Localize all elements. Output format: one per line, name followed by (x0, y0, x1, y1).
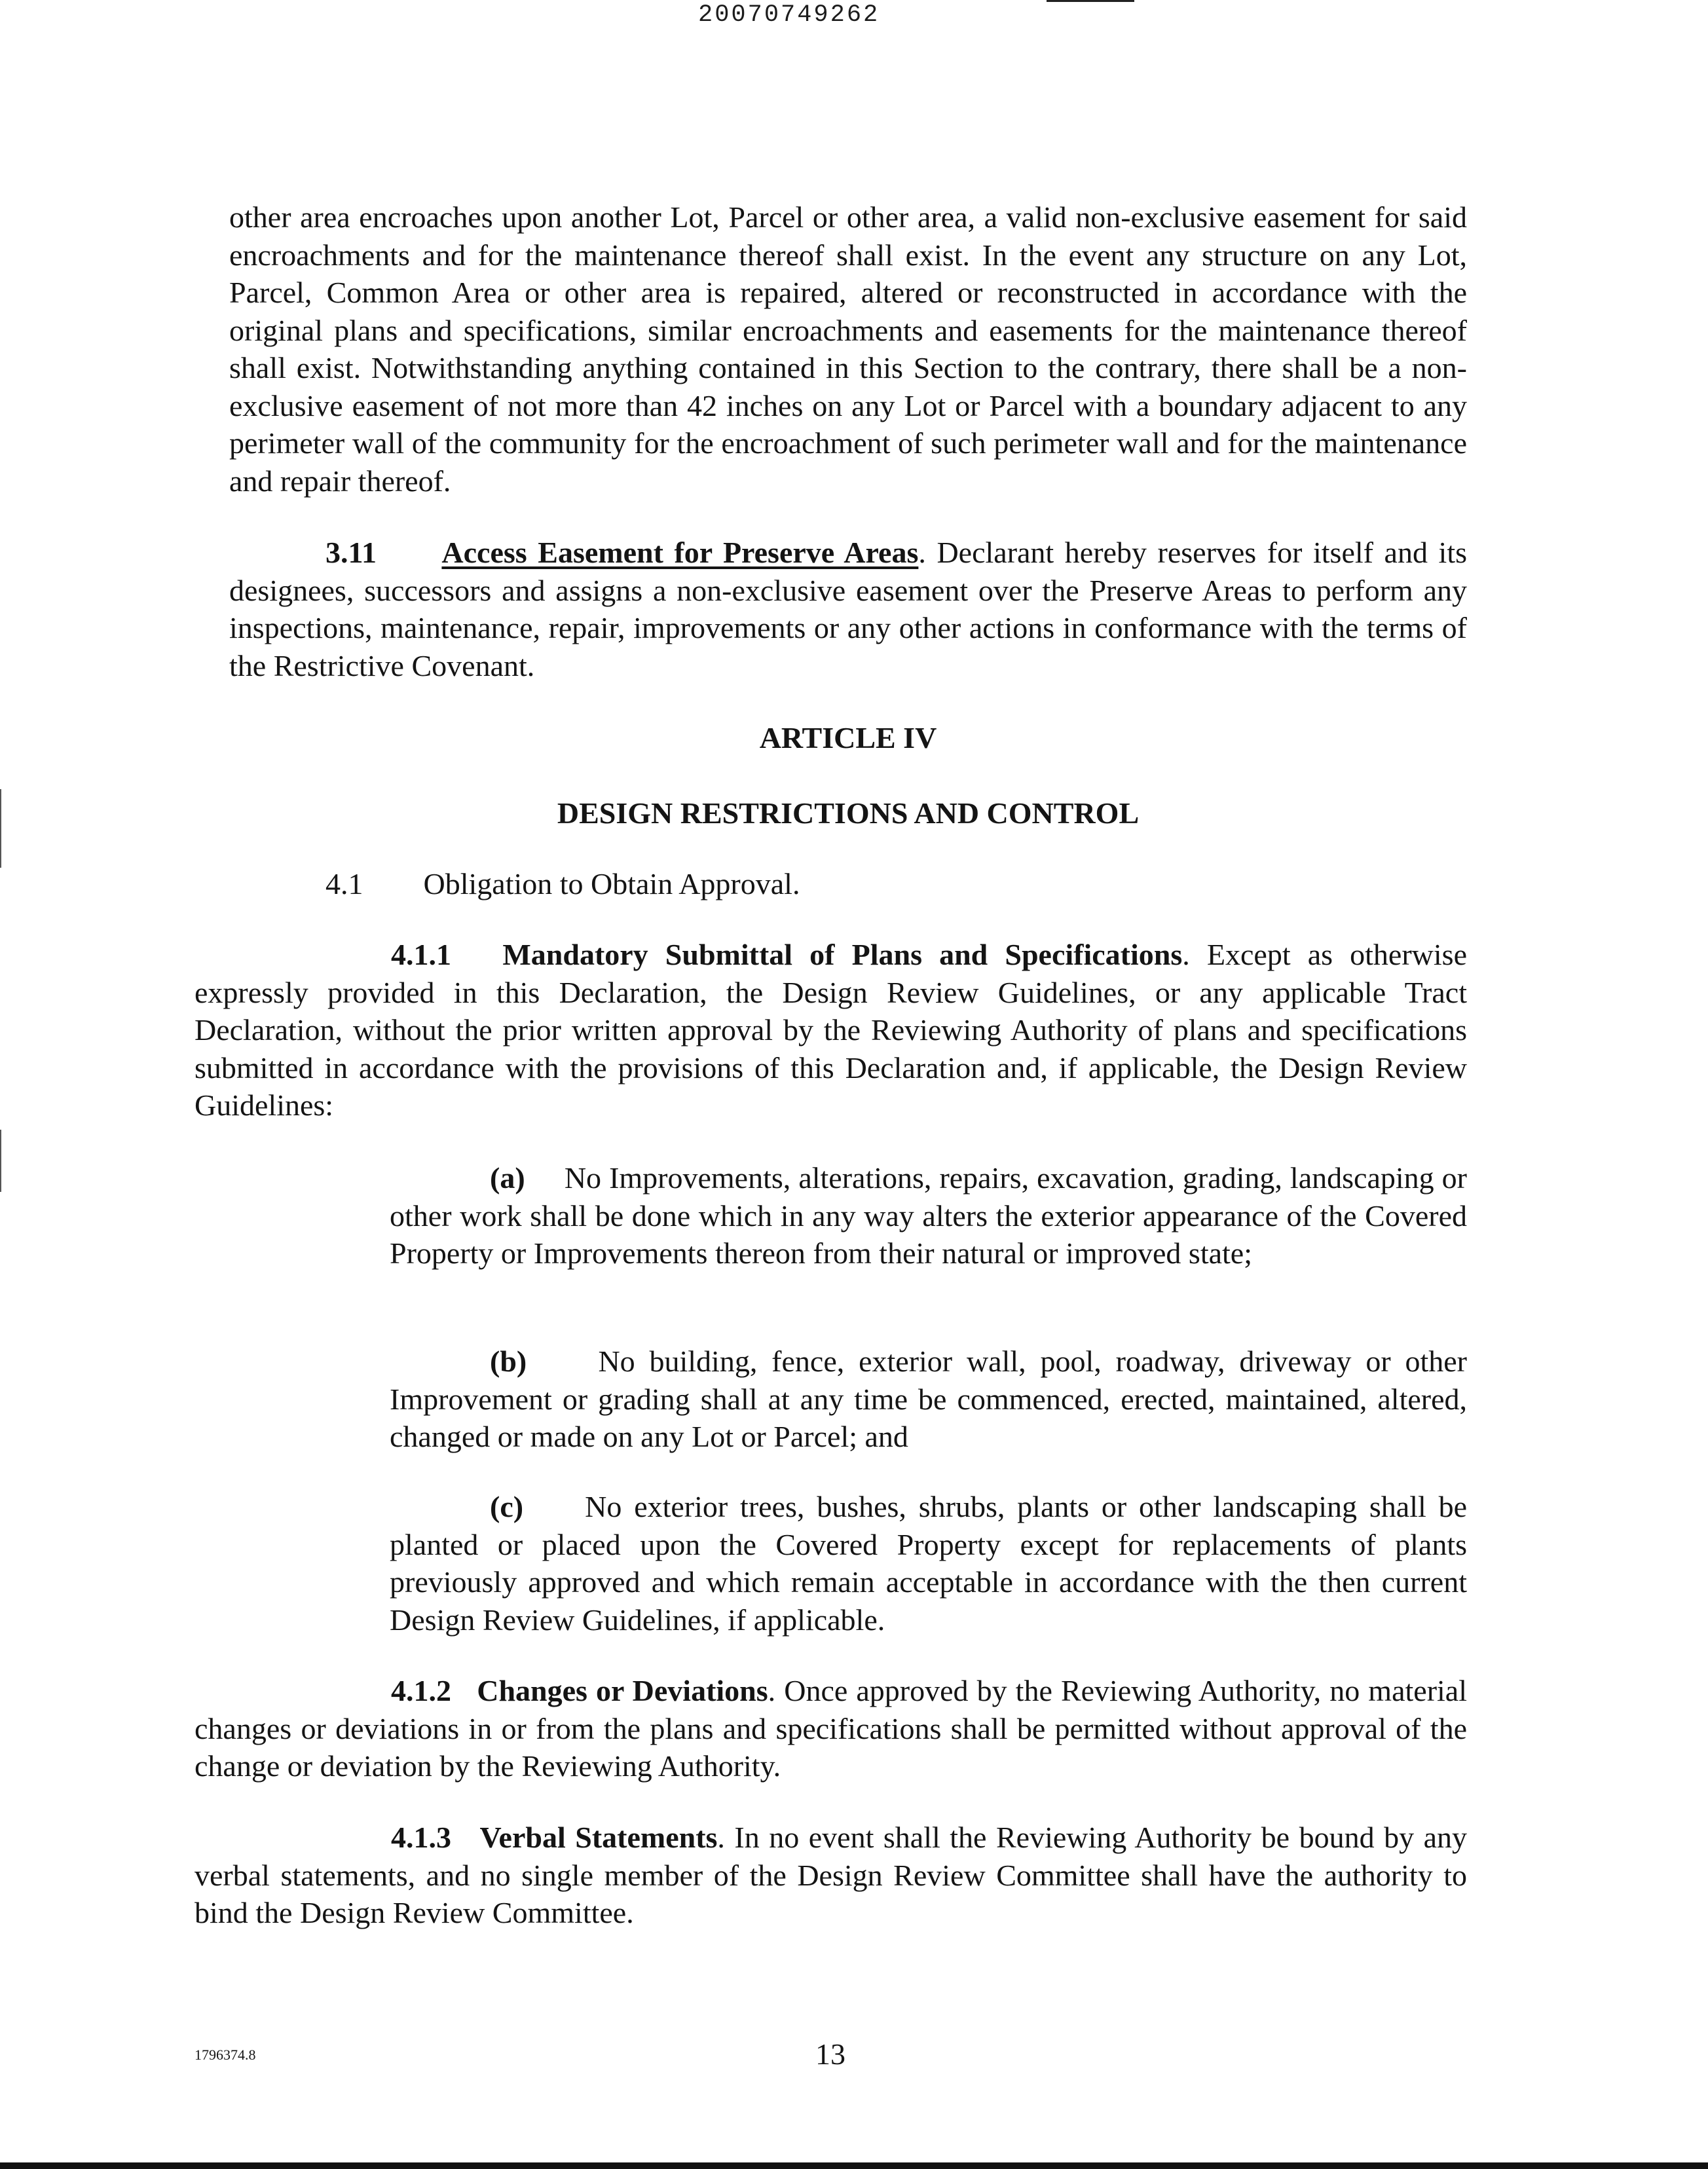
scan-margin-mark (0, 1130, 1, 1192)
item-gap (523, 1490, 585, 1523)
page-number: 13 (815, 2037, 845, 2071)
section-4-1-1-paragraph (195, 936, 1467, 1124)
section-4-1-heading (325, 865, 800, 902)
section-4-1-2-paragraph (195, 1672, 1467, 1785)
document-number: 20070749262 (698, 1, 880, 29)
item-text: No Improvements, alterations, repairs, excavation, grading, landscaping or other work shall be done which in any way alters the exterior appearance of the Covered Property or Improvements thereon from their natural or improved state; (390, 1161, 1468, 1270)
item-label: (a) (490, 1161, 525, 1195)
scan-margin-mark (0, 789, 1, 868)
item-a-paragraph (390, 1159, 1467, 1272)
section-number: 4.1 (325, 867, 363, 900)
section-text: . In no event shall the Reviewing Authority be bound by any verbal statements, and no single member of the Design Review Committee shall have the authority to bind the Design Review Committee. (195, 1821, 1468, 1929)
continuation-paragraph: other area encroaches upon another Lot, Parcel or other area, a valid non-exclusive easement for said encroachments and for the maintenance thereof shall exist. In the event any structure on any Lot, Parcel, Common Area or other area is repaired, altered or reconstructed in accordance with the original plans and specifications, similar encroachments and easements for the maintenance thereof shall exist. Notwithstanding anything contained in this Section to the contrary, there shall be a non-exclusive easement of not more than 42 inches on any Lot or Parcel with a boundary adjacent to any perimeter wall of the community for the encroachment of such perimeter wall and for the maintenance and repair thereof. (229, 200, 1467, 498)
item-text: No building, fence, exterior wall, pool, roadway, driveway or other Improvement or grading shall at any time be commenced, erected, maintained, altered, changed or made on any Lot or Parcel; and (390, 1344, 1468, 1453)
section-title: Access Easement for Preserve Areas (441, 536, 919, 569)
article-title: DESIGN RESTRICTIONS AND CONTROL (557, 796, 1140, 830)
item-label: (b) (490, 1344, 527, 1378)
item-gap (527, 1344, 598, 1378)
section-gap (363, 867, 424, 900)
section-gap (451, 1821, 480, 1854)
section-title: Verbal Statements (479, 1821, 718, 1854)
section-title: Changes or Deviations (477, 1674, 768, 1707)
item-c-paragraph (390, 1488, 1467, 1639)
section-gap (377, 536, 441, 569)
section-title: Mandatory Submittal of Plans and Specifications (502, 938, 1183, 971)
section-number: 4.1.3 (391, 1821, 451, 1854)
top-rule (1047, 0, 1134, 2)
section-4-1-3-paragraph (195, 1819, 1467, 1932)
section-gap (451, 938, 502, 971)
item-gap (525, 1161, 565, 1195)
footer-document-id: 1796374.8 (195, 2047, 256, 2063)
section-text: . Declarant hereby reserves for itself and its designees, successors and assigns a non-exclusive easement over the Preserve Areas to perform any inspections, maintenance, repair, improvements or any other actions in conformance with the terms of the Restrictive Covenant. (229, 536, 1467, 682)
section-3-11-paragraph (229, 534, 1467, 684)
section-text: . Except as otherwise expressly provided in this Declaration, the Design Review Guidelines, or any applicable Tract Declaration, without the prior written approval by the Reviewing Authority of plans and specifications submitted in accordance with the provisions of this Declaration and, if applicable, the Design Review Guidelines: (195, 938, 1467, 1122)
item-text: No exterior trees, bushes, shrubs, plants or other landscaping shall be planted or placed upon the Covered Property except for replacements of plants previously approved and which remain acceptable in accordance with the then current Design Review Guidelines, if applicable. (390, 1490, 1467, 1637)
section-number: 4.1.2 (391, 1674, 451, 1707)
article-number: ARTICLE IV (759, 721, 937, 754)
section-number: 4.1.1 (391, 938, 451, 971)
section-title: Obligation to Obtain Approval (423, 867, 792, 900)
section-text: . Once approved by the Reviewing Authority, no material changes or deviations in or from the plans and specifications shall be permitted without approval of the change or deviation by the Reviewing Authority. (195, 1674, 1468, 1783)
bottom-scan-border (0, 2162, 1708, 2169)
section-end: . (792, 867, 800, 900)
section-gap (451, 1674, 477, 1707)
item-b-paragraph (390, 1343, 1467, 1456)
section-number: 3.11 (325, 536, 377, 569)
item-label: (c) (490, 1490, 524, 1523)
